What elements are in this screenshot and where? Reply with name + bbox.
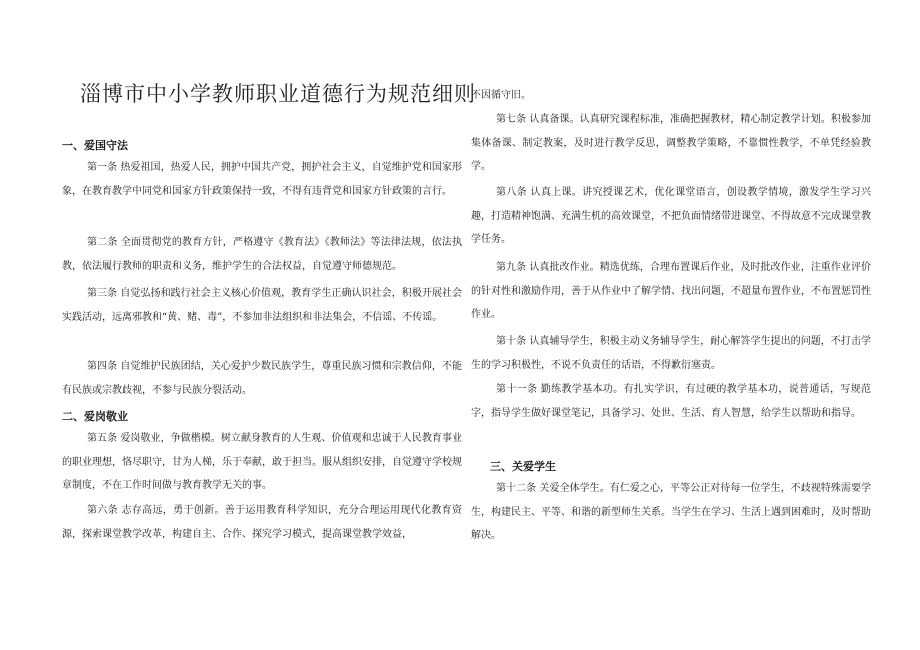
article-10: 第十条 认真辅导学生，积极主动义务辅导学生，耐心解答学生提出的问题，不打击学生的学习积极性，不说不负责任的话语，不得歉衍塞责。 [471,336,871,371]
article-5: 第五条 爱岗敬业，争做楷模。树立献身教育的人生观、价值观和忠诚于人民教育事业的职业理想，恪尽职守，甘为人梯，乐于奉献，敢于担当。服从组织安排，自觉遵守学校规章制度，不在工作时间做与教育教学无关的事。 [62,433,462,491]
article-8: 第八条 认真上课。讲究授课艺术，优化课堂语言，创设教学情境，激发学生学习兴趣，打造精神饱满、充满生机的高效课堂，不把负面情绪带进课堂、不得故意不完成课堂教学任务。 [471,187,871,245]
article-2: 第二条 全面贯彻党的教育方针，严格遵守《教育法》《教师法》等法律法规，依法执教，依法履行教师的职责和义务，维护学生的合法权益，自觉遵守师德规范。 [62,237,462,272]
article-7: 第七条 认真备课。认真研究课程标准，准确把握教材，精心制定教学计划。积极参加集体备课、制定教案，及时进行教学反思，调整教学策略，不靠惯性教学，不单凭经验教学。 [471,114,871,172]
section-heading-dedication: 二、爱岗敬业 [62,410,128,423]
article-9: 第九条 认真批改作业。精选优练，合理布置课后作业，及时批改作业，注重作业评价的针对性和激励作用，善于从作业中了解学情、找出问题，不超量布置作业，不布置惩罚性作业。 [471,262,871,320]
section-heading-care-students: 三、关爱学生 [490,460,556,473]
section-heading-patriotism: 一、爱国守法 [62,139,128,152]
article-11: 第十一条 勤练教学基本功。有扎实学识，有过硬的教学基本功，说普通话，写规范字，指导学生做好课堂笔记，具备学习、处世、生活、育人智慧，给学生以帮助和指导。 [471,384,871,419]
article-6: 第六条 志存高远，勇于创新。善于运用教育科学知识，充分合理运用现代化教育资源，探索课堂教学改革，构建自主、合作、探究学习模式，提高课堂教学效益， [62,505,462,540]
article-4: 第四条 自觉维护民族团结，关心爱护少数民族学生，尊重民族习惯和宗教信仰，不能有民族或宗教歧视，不参与民族分裂活动。 [62,361,462,396]
article-1: 第一条 热爱祖国，热爱人民，拥护中国共产党，拥护社会主义，自觉维护党和国家形象，在教育教学中同党和国家方针政策保持一致，不得有违背党和国家方针政策的言行。 [62,162,462,197]
article-12: 第十二条 关爱全体学生。有仁爱之心，平等公正对待每一位学生，不歧视特殊需要学生，构建民主、平等、和谐的新型师生关系。当学生在学习、生活上遇到困难时，及时帮助解决。 [471,483,871,541]
document-title: 淄博市中小学教师职业道德行为规范细则 [80,82,476,106]
article-6-continued: 不因循守旧。 [471,90,531,101]
article-3: 第三条 自觉弘扬和践行社会主义核心价值观，教育学生正确认识社会，积极开展社会实践活动，远离邪教和“黄、赌、毒”，不参加非法组织和非法集会，不信谣、不传谣。 [62,288,462,323]
